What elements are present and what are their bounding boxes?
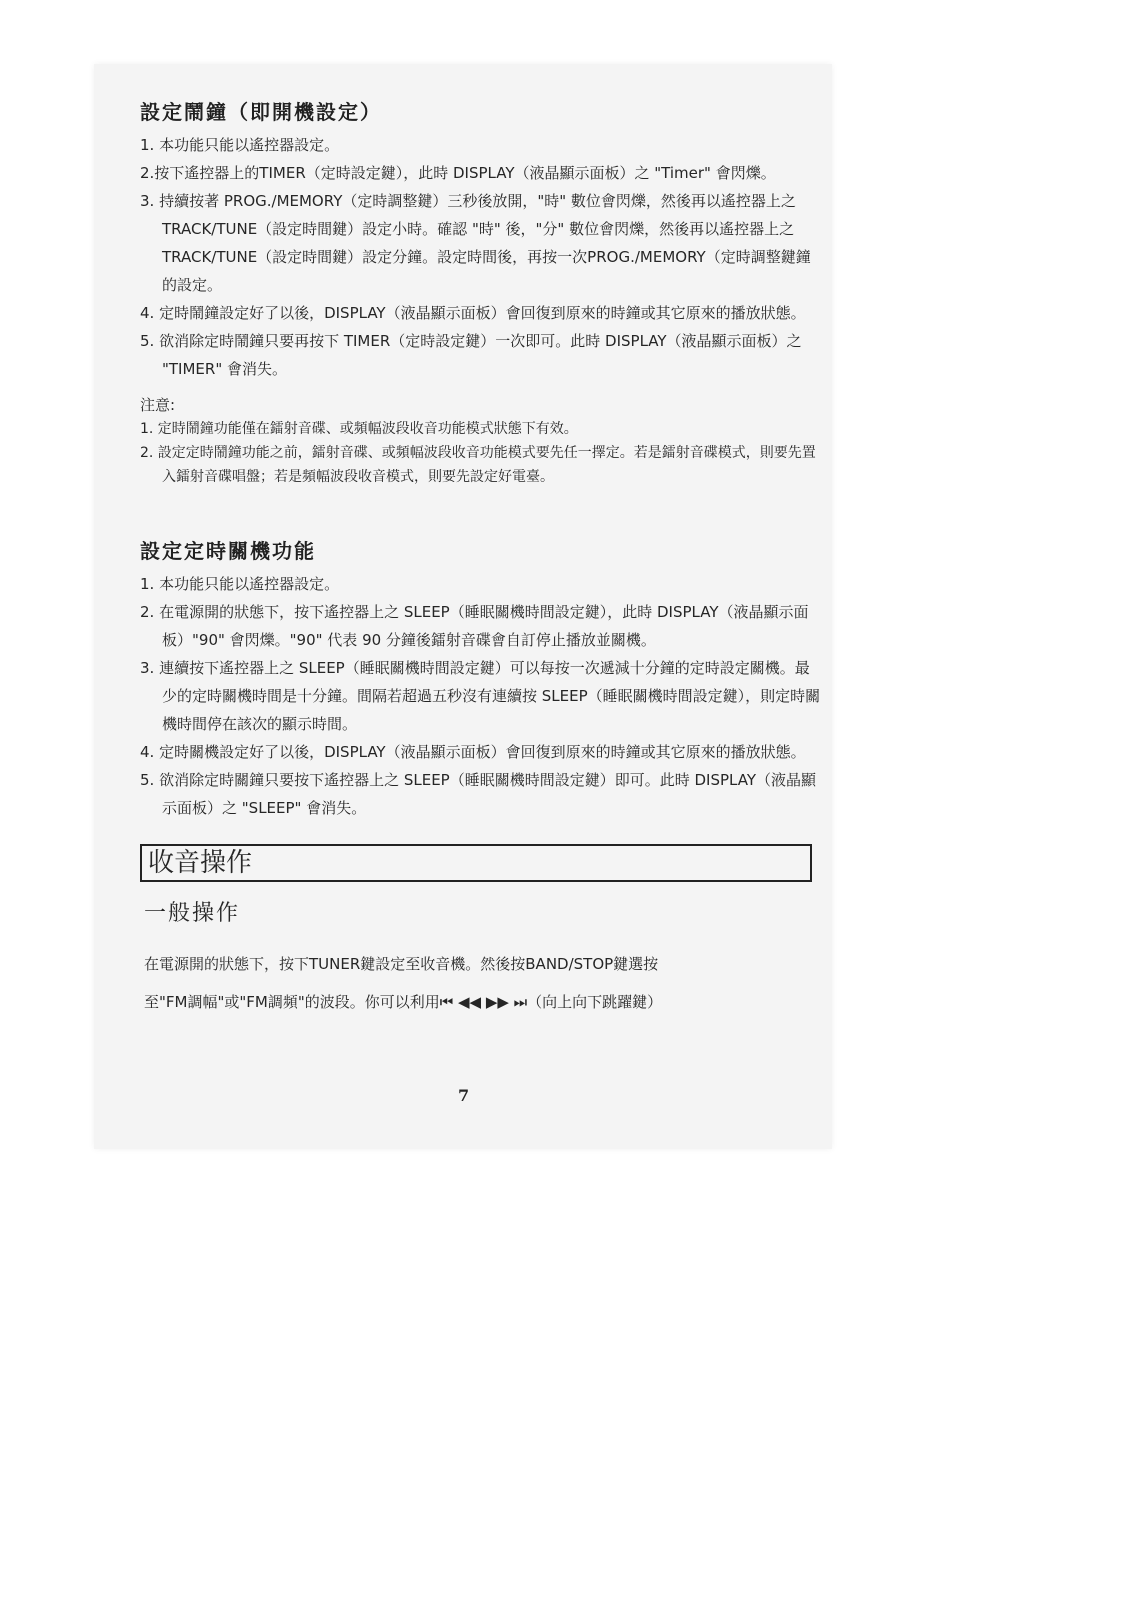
page-number: 7 — [458, 1086, 470, 1105]
sleep-step-2: 2. 在電源開的狀態下，按下遙控器上之 SLEEP（睡眠關機時間設定鍵），此時 DISPLAY（液晶顯示面板）"90" 會閃爍。"90" 代表 90 分鐘後鐳射音碟會自訂停止播放並關機。 — [140, 603, 809, 649]
sleep-step-4: 4. 定時關機設定好了以後，DISPLAY（液晶顯示面板）會回復到原來的時鐘或其它原來的播放狀態。 — [140, 743, 806, 761]
alarm-step-1: 1. 本功能只能以遙控器設定。 — [140, 136, 340, 154]
note-title: 注意: — [140, 396, 176, 414]
sleep-step-3: 3. 連續按下遙控器上之 SLEEP（睡眠關機時間設定鍵）可以每按一次遞減十分鐘的定時設定關機。最少的定時關機時間是十分鐘。間隔若超過五秒沒有連續按 SLEEP（睡眠關機時間設定鍵），則定時關機時間停在該次的顯示時間。 — [140, 659, 821, 733]
page-content — [140, 96, 822, 1021]
section-title-radio: 收音操作 — [140, 844, 812, 882]
note-2: 2. 設定定時鬧鐘功能之前，鐳射音碟、或頻幅波段收音功能模式要先任一擇定。若是鐳射音碟模式，則要先置入鐳射音碟唱盤；若是頻幅波段收音模式，則要先設定好電臺。 — [140, 445, 816, 485]
alarm-step-4: 4. 定時鬧鐘設定好了以後，DISPLAY（液晶顯示面板）會回復到原來的時鐘或其它原來的播放狀態。 — [140, 304, 806, 322]
radio-paragraph-line-2: 至"FM調幅"或"FM調頻"的波段。你可以利用⏮ ◀◀ ▶▶ ⏭（向上向下跳躍鍵） — [144, 993, 663, 1011]
note-1: 1. 定時鬧鐘功能僅在鐳射音碟、或頻幅波段收音功能模式狀態下有效。 — [140, 421, 578, 437]
sleep-step-1: 1. 本功能只能以遙控器設定。 — [140, 575, 340, 593]
alarm-step-3: 3. 持續按著 PROG./MEMORY（定時調整鍵）三秒後放開，"時" 數位會閃爍，然後再以遙控器上之 TRACK/TUNE（設定時間鍵）設定小時。確認 "時" 後，"分" 數位會閃爍，然後再以遙控器上之 TRACK/TUNE（設定時間鍵）設定分鐘。設定時間後，再按一次PROG./MEMORY（定時調整鍵鐘的設定。 — [140, 192, 811, 294]
section-title-alarm: 設定鬧鐘（即開機設定） — [140, 100, 382, 124]
alarm-step-5: 5. 欲消除定時鬧鐘只要再按下 TIMER（定時設定鍵）一次即可。此時 DISPLAY（液晶顯示面板）之 "TIMER" 會消失。 — [140, 332, 802, 378]
subsection-title-general: 一般操作 — [144, 901, 241, 926]
sleep-step-5: 5. 欲消除定時關鐘只要按下遙控器上之 SLEEP（睡眠關機時間設定鍵）即可。此時 DISPLAY（液晶顯示面板）之 "SLEEP" 會消失。 — [140, 771, 816, 817]
radio-paragraph-line-1: 在電源開的狀態下，按下TUNER鍵設定至收音機。然後按BAND/STOP鍵選按 — [144, 955, 659, 973]
alarm-step-2: 2.按下遙控器上的TIMER（定時設定鍵），此時 DISPLAY（液晶顯示面板）之 "Timer" 會閃爍。 — [140, 164, 776, 182]
section-title-sleep: 設定定時關機功能 — [140, 539, 316, 563]
